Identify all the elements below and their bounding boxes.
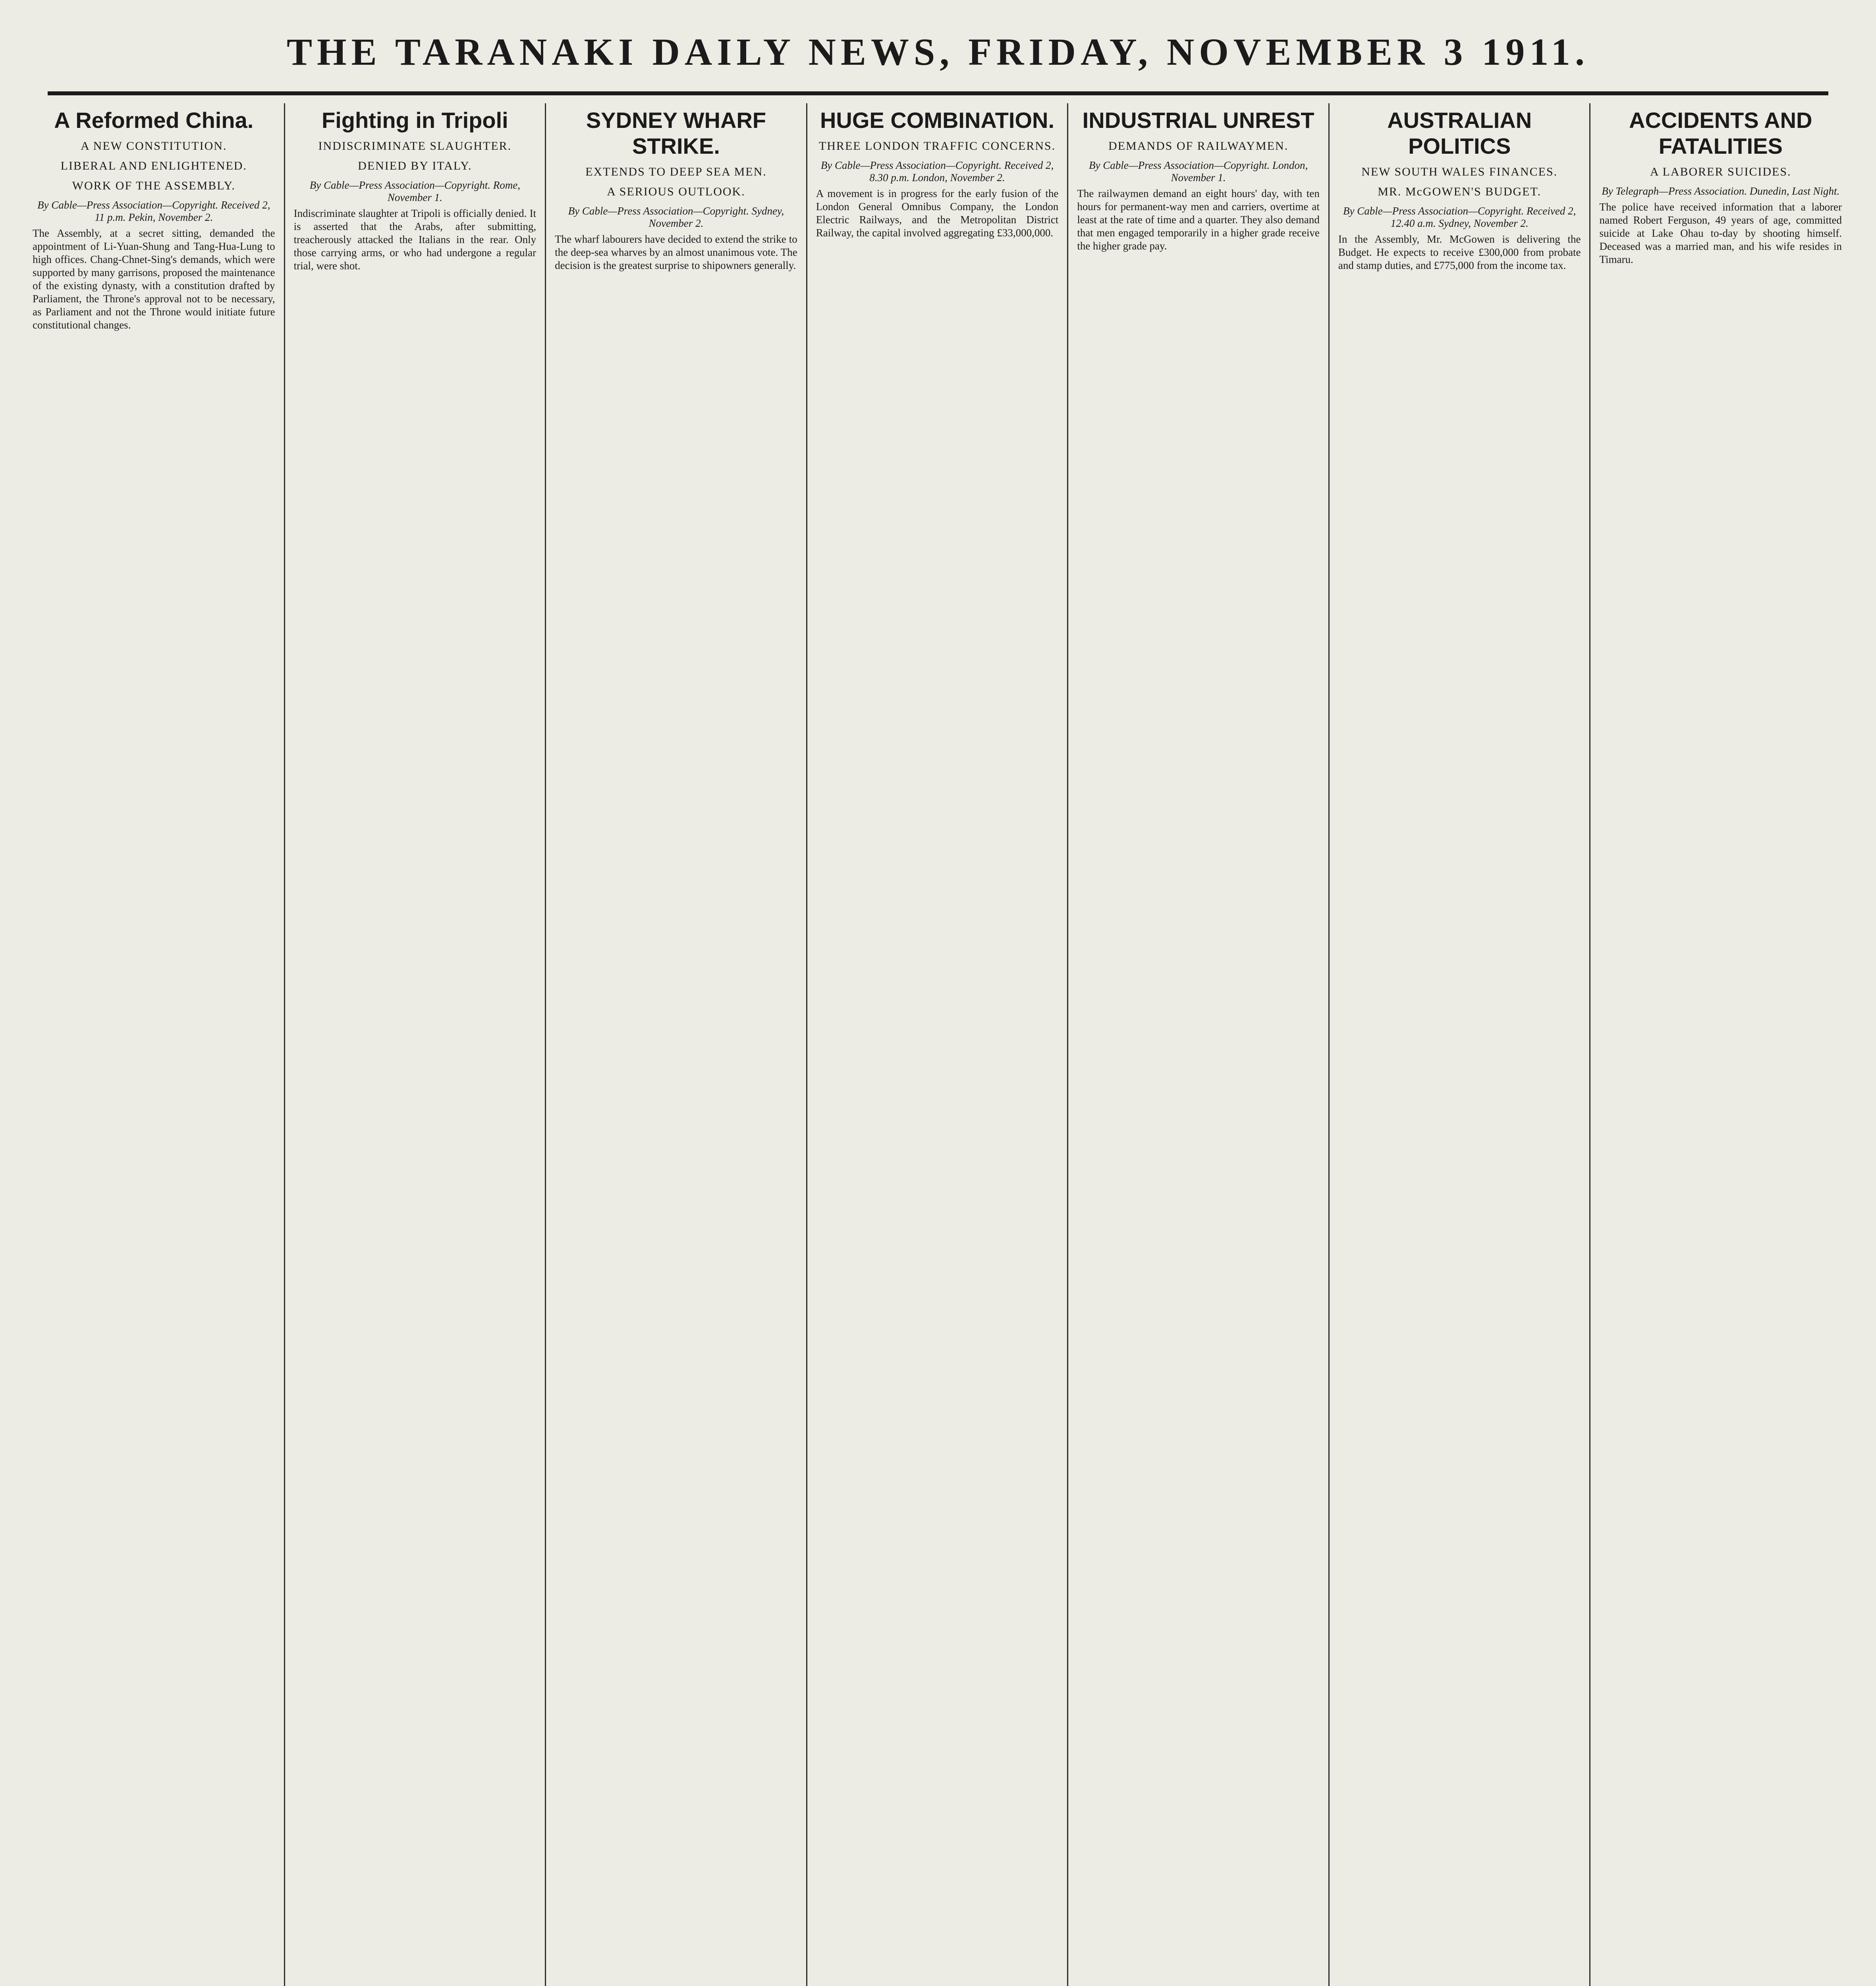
column: [1330, 103, 1591, 1986]
subhead: WORK OF THE ASSEMBLY.: [72, 179, 235, 192]
article-body: The wharf labourers have decided to extend the strike to the deep-sea wharves by an almost unanimous vote. The decision is the greatest surprise to shipowners generally.: [555, 233, 797, 271]
column: [1590, 103, 1851, 1986]
article-body: The police have received information that a laborer named Robert Ferguson, 49 years of age, committed suicide at Lake Ohau to-day by shooting himself. Deceased was a married man, and his wife resides in Timaru.: [1599, 201, 1842, 265]
article-body: In the Assembly, Mr. McGowen is delivering the Budget. He expects to receive £300,000 from probate and stamp duties, and £775,000 from the income tax.: [1338, 233, 1581, 271]
column: [285, 103, 546, 1986]
dateline: By Cable—Press Association—Copyright. Rome, November 1.: [309, 179, 520, 203]
subhead: A NEW CONSTITUTION.: [81, 139, 227, 153]
subhead: LIBERAL AND ENLIGHTENED.: [60, 159, 247, 172]
headline: A Reformed China.: [54, 108, 254, 133]
subhead: A LABORER SUICIDES.: [1650, 165, 1791, 178]
masthead: THE TARANAKI DAILY NEWS, FRIDAY, NOVEMBER 3 1911.: [48, 12, 1828, 95]
subhead: MR. McGOWEN'S BUDGET.: [1378, 185, 1542, 198]
dateline: By Cable—Press Association—Copyright. Sydney, November 2.: [568, 205, 784, 229]
headline: SYDNEY WHARF STRIKE.: [586, 108, 766, 158]
article-body: A movement is in progress for the early fusion of the London General Omnibus Company, the London Electric Railways, and the Metropolitan District Railway, the capital involved aggregating £33,000,000.: [816, 187, 1059, 239]
dateline: By Telegraph—Press Association. Dunedin, Last Night.: [1602, 185, 1840, 197]
headline: AUSTRALIAN POLITICS: [1387, 108, 1532, 158]
headline: INDUSTRIAL UNREST: [1082, 108, 1314, 133]
subhead: DEMANDS OF RAILWAYMEN.: [1108, 139, 1289, 153]
subhead: THREE LONDON TRAFFIC CONCERNS.: [818, 139, 1056, 153]
article-body: Indiscriminate slaughter at Tripoli is officially denied. It is asserted that the Arabs, after submitting, treacherously attacked the Italians in the rear. Only those carrying arms, or who had undergone a regular trial, were shot.: [293, 207, 537, 272]
column: [546, 103, 807, 1986]
columns: [24, 103, 1851, 1986]
headline: ACCIDENTS AND FATALITIES: [1629, 108, 1812, 158]
dateline: By Cable—Press Association—Copyright. London, November 1.: [1089, 159, 1308, 184]
article-body: The railwaymen demand an eight hours' day, with ten hours for permanent-way men and carriers, overtime at least at the rate of time and a quarter. They also demand that men engaged temporarily in a higher grade receive the higher grade pay.: [1077, 187, 1320, 252]
subhead: NEW SOUTH WALES FINANCES.: [1361, 165, 1558, 178]
column: [24, 103, 285, 1986]
dateline: By Cable—Press Association—Copyright. Received 2, 12.40 a.m. Sydney, November 2.: [1343, 205, 1576, 229]
subhead: EXTENDS TO DEEP SEA MEN.: [585, 165, 767, 178]
subhead: DENIED BY ITALY.: [358, 159, 472, 172]
headline: HUGE COMBINATION.: [820, 108, 1055, 133]
column: [807, 103, 1069, 1986]
subhead: INDISCRIMINATE SLAUGHTER.: [318, 139, 512, 153]
column: [1068, 103, 1330, 1986]
dateline: By Cable—Press Association—Copyright. Received 2, 8.30 p.m. London, November 2.: [820, 159, 1054, 184]
article-body: The Assembly, at a secret sitting, demanded the appointment of Li-Yuan-Shung and Tang-Hua-Lung to high offices. Chang-Chnet-Sing's demands, which were supported by many garrisons, proposed the maintenance of the existing dynasty, with a constitution drafted by Parliament, the Throne's approval not to be necessary, as Parliament and not the Throne would initiate future constitutional changes.: [33, 227, 275, 331]
dateline: By Cable—Press Association—Copyright. Received 2, 11 p.m. Pekin, November 2.: [37, 199, 270, 223]
headline: Fighting in Tripoli: [322, 108, 508, 133]
subhead: A SERIOUS OUTLOOK.: [607, 185, 745, 198]
